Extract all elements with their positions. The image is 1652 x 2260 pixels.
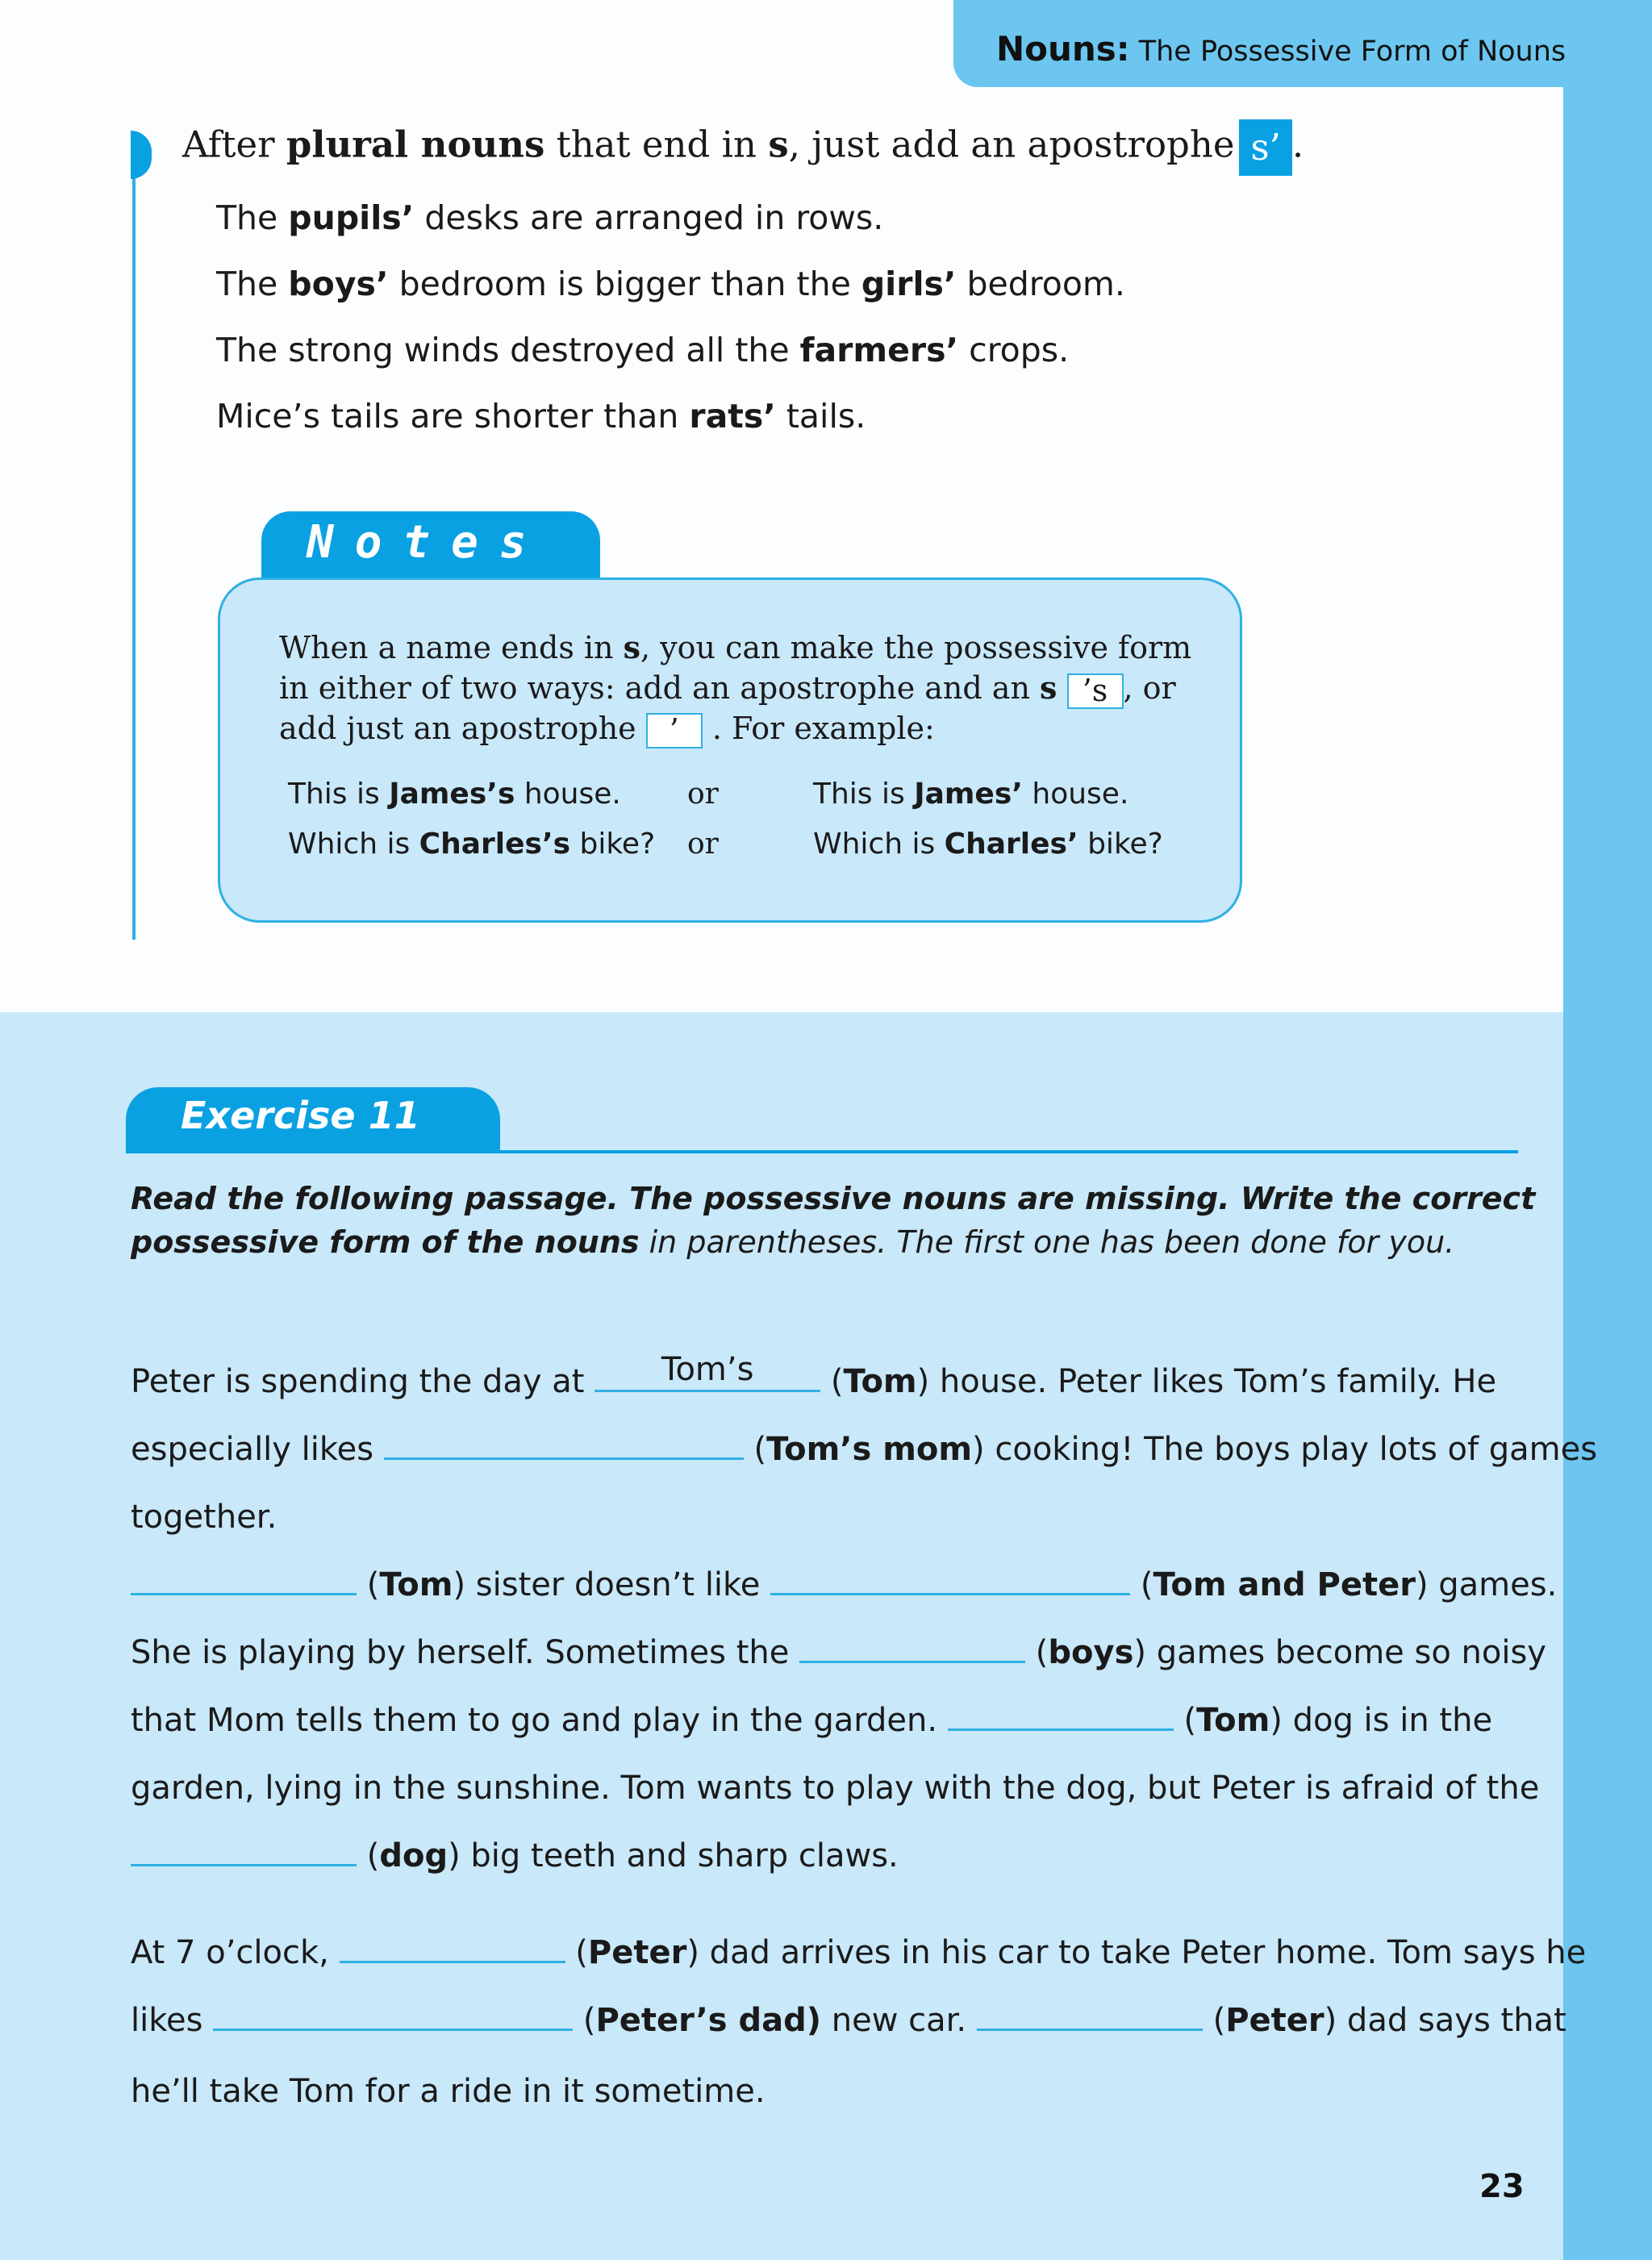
notes-text: When a name ends in s, you can make the possessive form in either of two ways: add an apostrophe and an s ’s , or add just an apostrophe ’ . For example: [279, 629, 1192, 748]
passage-line: he’ll take Tom for a ride in it sometime. [131, 2073, 766, 2110]
note-example-left: This is James’s house. [288, 778, 621, 811]
apostrophe-highlight-box: s’ [1239, 119, 1291, 176]
answer-blank[interactable] [594, 1351, 820, 1392]
rule-sentence: After plural nouns that end in s, just add an apostrophe s’ . [182, 119, 1304, 176]
passage-line: (dog) big teeth and sharp claws. [131, 1837, 899, 1874]
answer-blank[interactable] [799, 1639, 1025, 1663]
passage-line: (Tom) sister doesn’t like (Tom and Peter) games. [131, 1566, 1557, 1603]
passage-line: especially likes (Tom’s mom) cooking! The boys play lots of games [131, 1431, 1598, 1468]
exercise-instructions: Read the following passage. The possessive nouns are missing. Write the correct [131, 1181, 1536, 1216]
passage-line: Peter is spending the day at Tom’s (Tom) house. Peter likes Tom’s family. He [131, 1351, 1497, 1400]
example-sentence: The boys’ bedroom is bigger than the girls’ bedroom. [216, 265, 1125, 303]
answer-blank[interactable] [977, 2007, 1203, 2031]
answer-blank[interactable] [384, 1436, 744, 1460]
passage-line: likes (Peter’s dad) new car. (Peter) dad says that [131, 2002, 1566, 2039]
note-example-right: This is James’ house. [813, 778, 1129, 811]
apostrophe-box: ’ [646, 713, 703, 748]
notes-title: Notes [307, 516, 548, 569]
apostrophe-s-box: ’s [1067, 673, 1124, 709]
note-example-right: Which is Charles’ bike? [813, 828, 1163, 861]
note-or: or [687, 828, 719, 861]
passage-line: that Mom tells them to go and play in the garden. (Tom) dog is in the [131, 1702, 1493, 1739]
example-sentence: Mice’s tails are shorter than rats’ tails. [216, 397, 866, 436]
passage-line: garden, lying in the sunshine. Tom wants to play with the dog, but Peter is afraid of the [131, 1770, 1540, 1807]
header-subtitle: The Possessive Form of Nouns [1138, 35, 1566, 68]
answer-blank[interactable] [340, 1939, 565, 1963]
exercise-instructions: possessive form of the nouns in parentheses. The first one has been done for you. [131, 1224, 1455, 1260]
answer-blank[interactable] [770, 1571, 1130, 1595]
note-or: or [687, 778, 719, 811]
chapter-header [996, 29, 1566, 69]
page-edge-band [1563, 0, 1652, 2260]
example-answer: Tom’s [661, 1351, 754, 1388]
answer-blank[interactable] [213, 2007, 573, 2031]
exercise-divider [126, 1150, 1518, 1153]
passage-line: together. [131, 1499, 277, 1536]
passage-line: She is playing by herself. Sometimes the (boys) games become so noisy [131, 1634, 1546, 1671]
passage-line: At 7 o’clock, (Peter) dad arrives in his car to take Peter home. Tom says he [131, 1934, 1587, 1971]
note-example-left: Which is Charles’s bike? [288, 828, 656, 861]
answer-blank[interactable] [131, 1842, 357, 1866]
page-number: 23 [1479, 2168, 1525, 2205]
example-sentence: The strong winds destroyed all the farmers’ crops. [216, 331, 1070, 369]
exercise-title: Exercise 11 [181, 1094, 420, 1137]
rule-margin-line [132, 133, 136, 940]
header-topic: Nouns: [996, 29, 1130, 69]
answer-blank[interactable] [948, 1707, 1174, 1731]
answer-blank[interactable] [131, 1571, 357, 1595]
example-sentence: The pupils’ desks are arranged in rows. [216, 198, 884, 237]
